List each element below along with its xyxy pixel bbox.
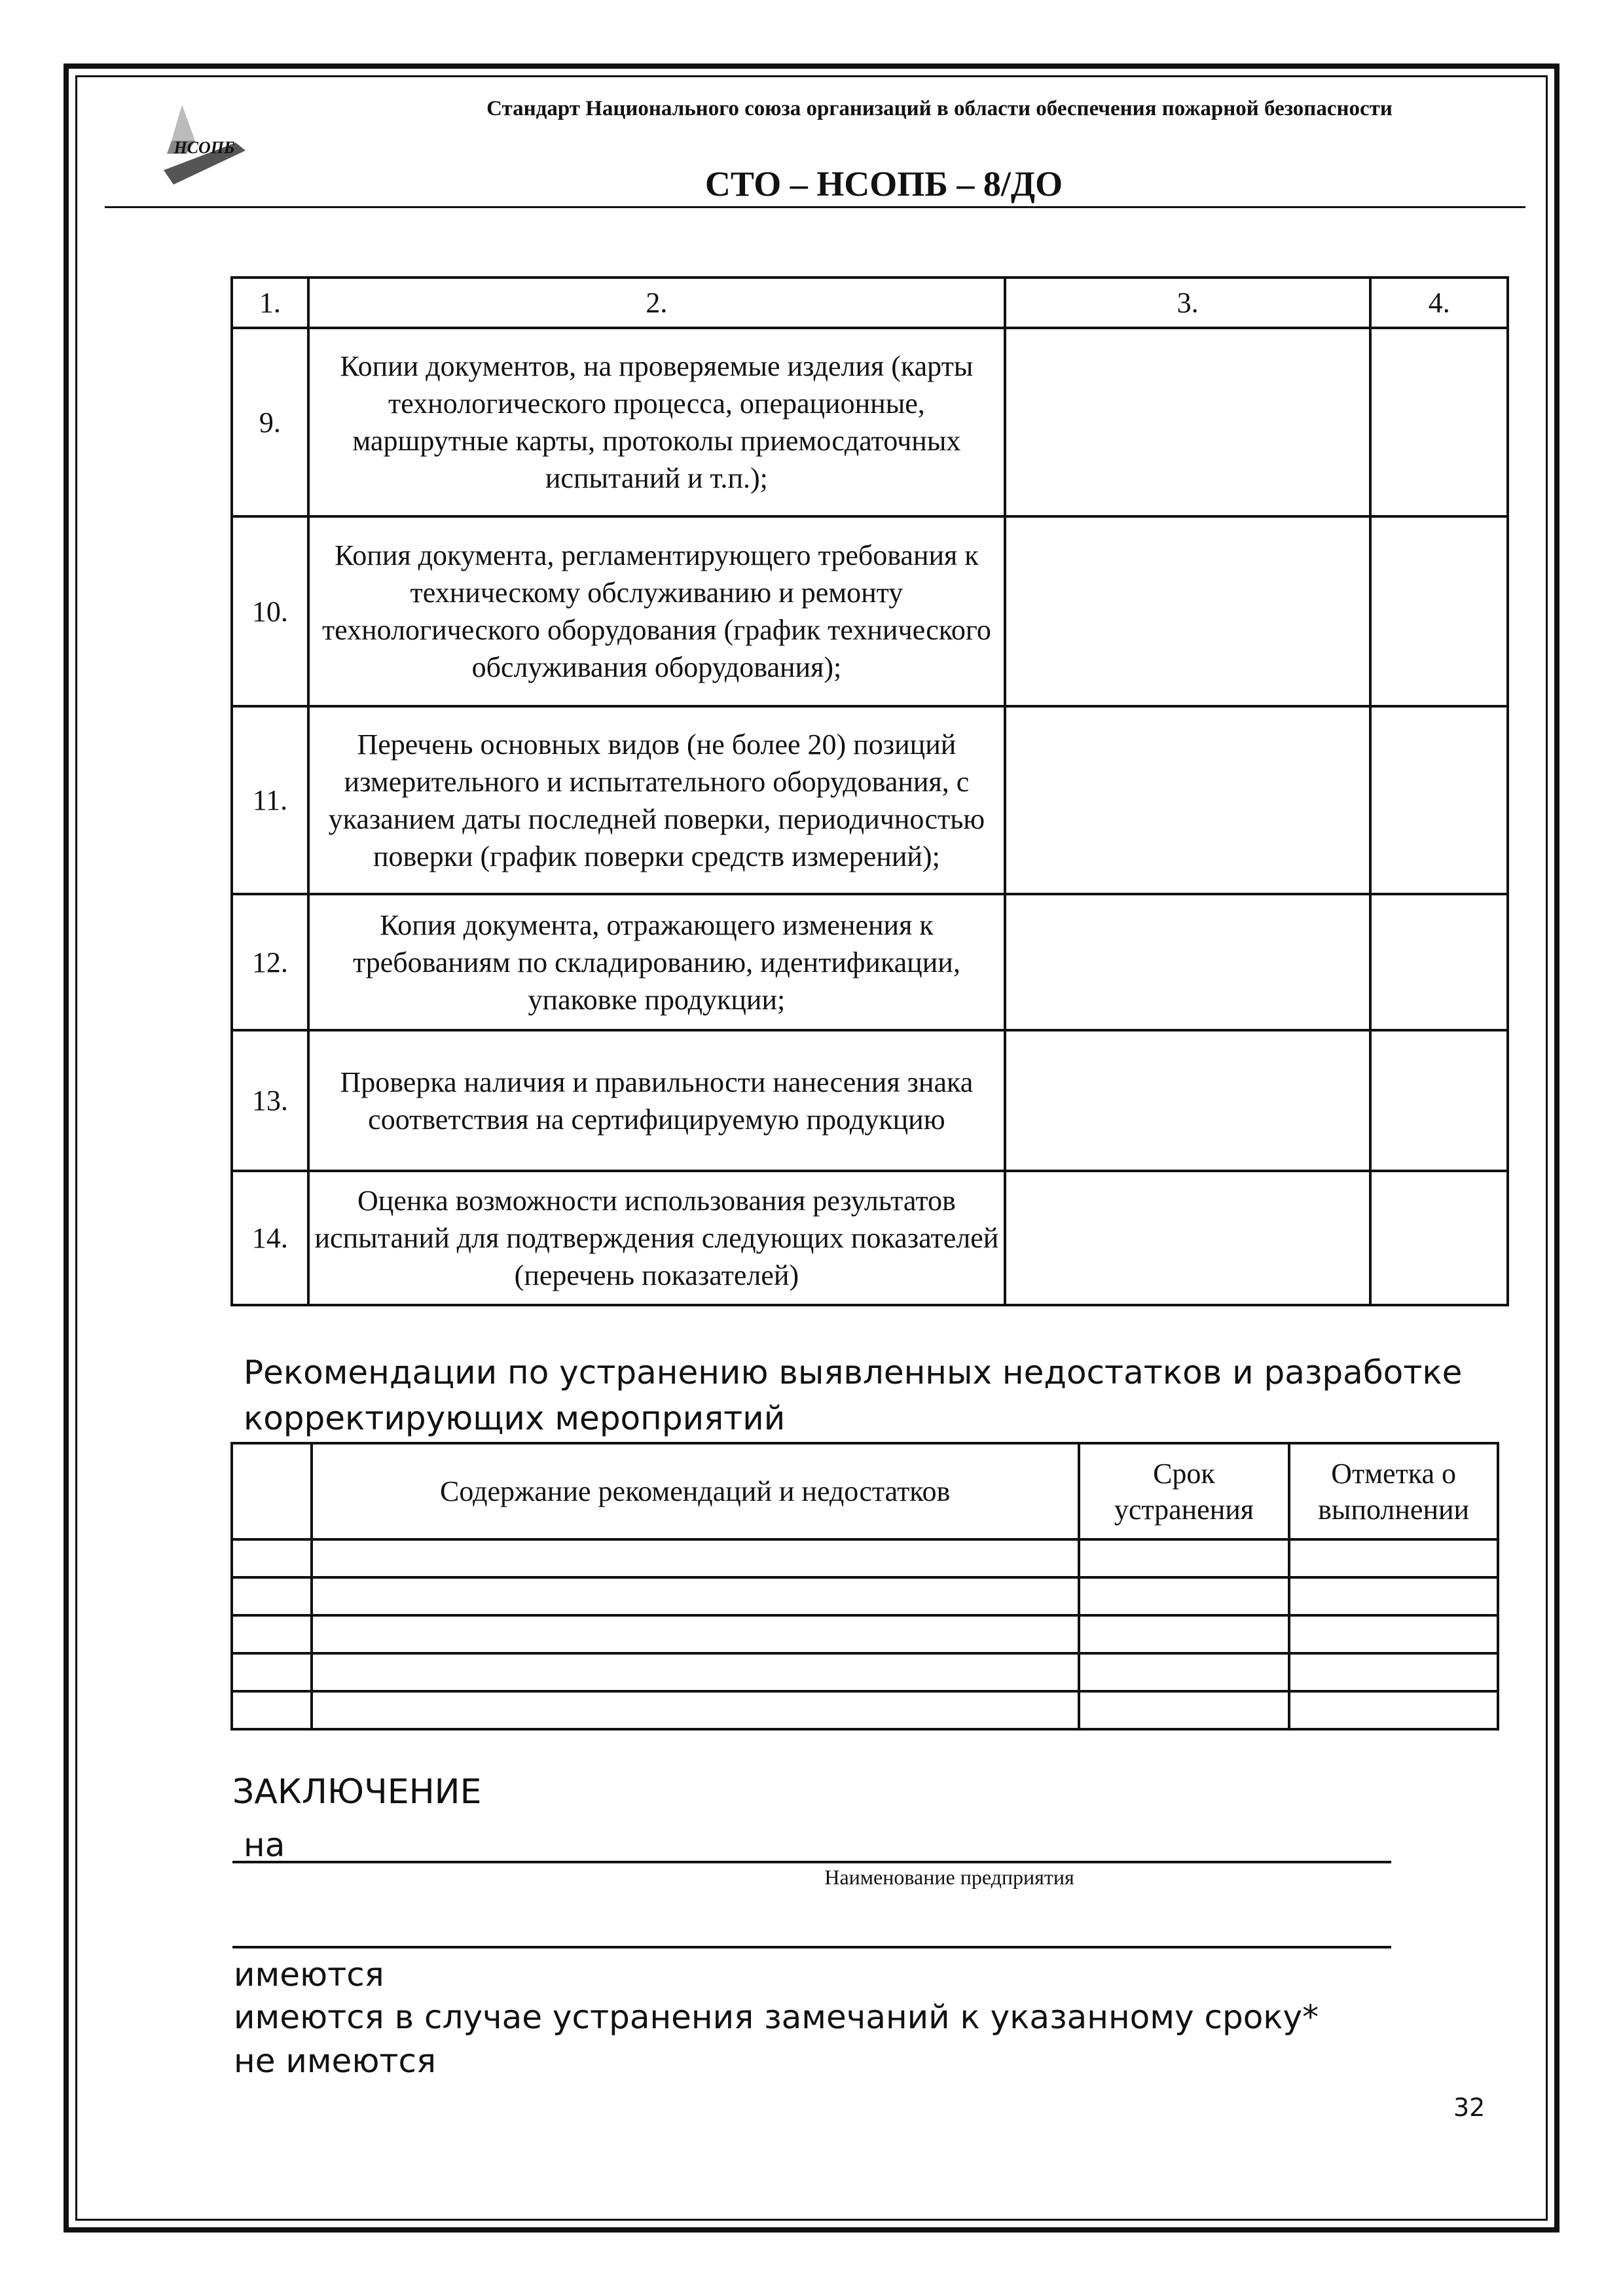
row-number: 12. <box>232 894 308 1030</box>
empty-cell <box>232 1691 312 1729</box>
checklist-table <box>230 276 1509 1306</box>
empty-cell <box>312 1539 1079 1577</box>
blank-line <box>232 1946 1391 1948</box>
recommendations-table <box>230 1442 1499 1731</box>
header-cell-mark: Отметка о выполнении <box>1289 1443 1498 1539</box>
row-cell-4 <box>1370 706 1508 894</box>
table-header-row <box>232 278 1508 328</box>
table-row <box>232 516 1508 706</box>
row-text: Копия документа, отражающего изменения к требованиям по складированию, идентификации, упаковке продукции; <box>308 894 1005 1030</box>
empty-cell <box>1289 1653 1498 1691</box>
header-cell-deadline: Срок устранения <box>1079 1443 1290 1539</box>
row-text: Копия документа, регламентирующего требования к техническому обслуживанию и ремонту технологического оборудования (график технического обслуживания оборудования); <box>308 516 1005 706</box>
empty-cell <box>1079 1615 1290 1653</box>
row-text: Оценка возможности использования результатов испытаний для подтверждения следующих показателей (перечень показателей) <box>308 1171 1005 1305</box>
logo-text: НСОПБ <box>173 138 235 157</box>
header-cell-2: 2. <box>308 278 1005 328</box>
row-cell-3 <box>1005 706 1371 894</box>
table-row <box>232 1577 1498 1615</box>
empty-cell <box>1289 1691 1498 1729</box>
empty-cell <box>312 1615 1079 1653</box>
row-text: Копии документов, на проверяемые изделия (карты технологического процесса, операционные, маршрутные карты, протоколы приемосдаточных испытаний и т.п.); <box>308 328 1005 516</box>
header-cell-3: 3. <box>1005 278 1371 328</box>
nsopb-logo-icon <box>157 105 246 193</box>
row-number: 14. <box>232 1171 308 1305</box>
standard-title: Стандарт Национального союза организаций в области обеспечения пожарной безопасности <box>486 97 1393 120</box>
conclusion-option-1: имеются <box>234 1956 384 1994</box>
empty-cell <box>1079 1653 1290 1691</box>
table-row <box>232 328 1508 516</box>
empty-cell <box>1079 1577 1290 1615</box>
enterprise-name-caption: Наименование предприятия <box>824 1865 1074 1889</box>
enterprise-name-line <box>232 1861 1391 1863</box>
row-cell-4 <box>1370 516 1508 706</box>
row-cell-3 <box>1005 1030 1371 1171</box>
table-row <box>232 1653 1498 1691</box>
empty-cell <box>1289 1539 1498 1577</box>
empty-cell <box>232 1615 312 1653</box>
conclusion-na-label: на <box>244 1826 285 1864</box>
row-cell-3 <box>1005 516 1371 706</box>
table-row <box>232 894 1508 1030</box>
row-cell-3 <box>1005 328 1371 516</box>
empty-cell <box>1079 1691 1290 1729</box>
empty-cell <box>232 1539 312 1577</box>
header-cell-empty <box>232 1443 312 1539</box>
row-cell-4 <box>1370 894 1508 1030</box>
empty-cell <box>232 1653 312 1691</box>
header-cell-content: Содержание рекомендаций и недостатков <box>312 1443 1079 1539</box>
row-number: 13. <box>232 1030 308 1171</box>
row-number: 11. <box>232 706 308 894</box>
row-number: 9. <box>232 328 308 516</box>
empty-cell <box>1289 1615 1498 1653</box>
table-row <box>232 1539 1498 1577</box>
row-text: Перечень основных видов (не более 20) позиций измерительного и испытательного оборудования, с указанием даты последней поверки, периодичностью поверки (график поверки средств измерений); <box>308 706 1005 894</box>
conclusion-option-2: имеются в случае устранения замечаний к указанному сроку* <box>234 1998 1319 2036</box>
table-row <box>232 1615 1498 1653</box>
header-cell-1: 1. <box>232 278 308 328</box>
empty-cell <box>232 1577 312 1615</box>
empty-cell <box>1289 1577 1498 1615</box>
row-number: 10. <box>232 516 308 706</box>
document-code: СТО – НСОПБ – 8/ДО <box>704 164 1063 204</box>
header-cell-4: 4. <box>1370 278 1508 328</box>
page-number: 32 <box>1453 2093 1486 2122</box>
conclusion-option-3: не имеются <box>234 2042 437 2080</box>
row-cell-3 <box>1005 1171 1371 1305</box>
table-row <box>232 1691 1498 1729</box>
table-row <box>232 1030 1508 1171</box>
row-cell-4 <box>1370 1030 1508 1171</box>
row-cell-4 <box>1370 1171 1508 1305</box>
row-cell-4 <box>1370 328 1508 516</box>
table-row <box>232 706 1508 894</box>
header-divider <box>105 206 1525 208</box>
table-row <box>232 1171 1508 1305</box>
conclusion-title: ЗАКЛЮЧЕНИЕ <box>232 1772 482 1812</box>
row-cell-3 <box>1005 894 1371 1030</box>
recommendations-title: Рекомендации по устранению выявленных недостатков и разработке корректирующих мероприятий <box>244 1354 1463 1437</box>
row-text: Проверка наличия и правильности нанесения знака соответствия на сертифицируемую продукцию <box>308 1030 1005 1171</box>
empty-cell <box>1079 1539 1290 1577</box>
empty-cell <box>312 1691 1079 1729</box>
empty-cell <box>312 1577 1079 1615</box>
recommendations-header-row <box>232 1443 1498 1539</box>
empty-cell <box>312 1653 1079 1691</box>
